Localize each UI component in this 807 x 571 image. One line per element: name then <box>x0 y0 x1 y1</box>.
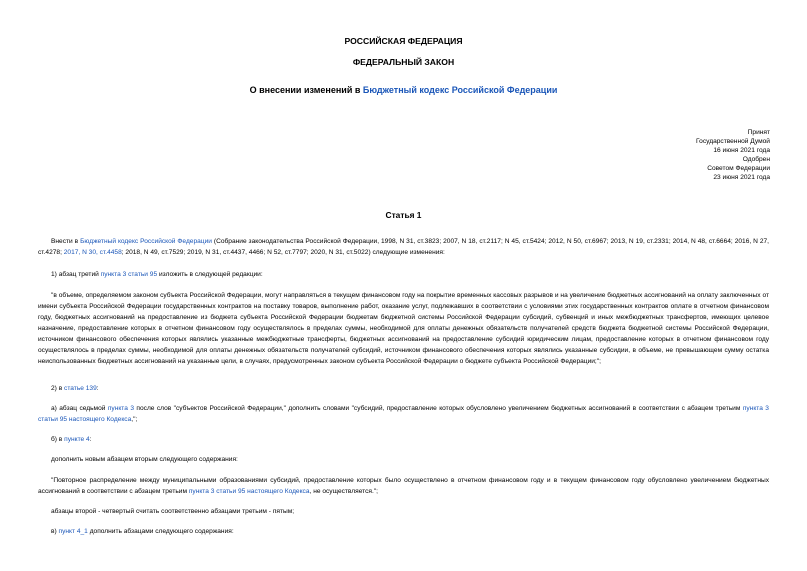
text-span: 1) абзац третий <box>51 271 101 278</box>
adoption-accepted: Принят <box>747 129 770 136</box>
law-title <box>0 85 807 95</box>
law-title-prefix: О внесении изменений в <box>249 85 363 95</box>
text-span: , не осуществляется."; <box>309 488 378 495</box>
budget-code-link-2[interactable]: Бюджетный кодекс Российской Федерации <box>80 238 212 245</box>
text-span: ,"; <box>131 416 138 423</box>
source-2017-link[interactable]: 2017, N 30, ст.4458 <box>63 249 122 256</box>
paragraph-item-b <box>38 434 769 445</box>
paragraph-quote-1: "в объеме, определяемом законом субъекта Российской Федерации, могут направляться в текущем финансовом году на покрытие временных кассовых разрывов и на увеличение бюджетных ассигнований на оплату заключенных от имени субъекта Российской Федерации государственных контрактов на поставку товаров, выполнение работ, оказание услуг, подлежавших в соответствии с условиями этих государственных контрактов оплате в отчетном финансовом году, бюджетных ассигнований на предоставление из бюджета субъекта Российской Федерации бюджетам бюджетной системы Российской Федерации субсидий, субвенций и иных межбюджетных трансфертов, имеющих целевое назначение, предоставление которых в отчетном финансовом году осуществлялось в пределах суммы, необходимой для оплаты денежных обязательств получателей средств бюджета бюджетной системы Российской Федерации, источником финансового обеспечения которых являлись указанные межбюджетные трансферты, бюджетных ассигнований на предоставление субсидий юридическим лицам, предоставление которых в отчетном финансовом году осуществлялось в пределах суммы, необходимой для оплаты денежных обязательств получателей субсидий, источником финансового обеспечения которых являлись указанные субсидии, в объеме, не превышающем сумму остатка неиспользованных бюджетных ассигнований на указанные цели, в случаях, предусмотренных законом субъекта Российской Федерации о бюджете субъекта Российской Федерации;"; <box>38 292 769 365</box>
text-span: Внести в <box>51 238 81 245</box>
paragraph-add-paragraph: дополнить новым абзацем вторым следующего содержания: <box>51 456 238 463</box>
text-span: дополнить абзацами следующего содержания: <box>87 528 234 535</box>
paragraph-item-2 <box>38 383 769 394</box>
point-4-1-link[interactable]: пункт 4_1 <box>58 528 88 535</box>
budget-code-link[interactable]: Бюджетный кодекс Российской Федерации <box>362 85 558 95</box>
article-95-code-link[interactable]: пункта 3 статьи 95 настоящего Кодекса <box>38 405 769 423</box>
paragraph-renumber: абзацы второй - четвертый считать соответственно абзацами третьим - пятым; <box>51 508 295 515</box>
article-95-link[interactable]: пункта 3 статьи 95 <box>100 271 158 278</box>
adoption-council: Советом Федерации <box>707 165 770 172</box>
paragraph-item-v <box>38 526 769 537</box>
adoption-duma-date: 16 июня 2021 года <box>713 147 770 154</box>
article-139-link[interactable]: статье 139 <box>64 385 97 392</box>
article-title: Статья 1 <box>385 210 422 220</box>
text-span: в) <box>51 528 59 535</box>
adoption-approved: Одобрен <box>742 156 770 163</box>
adoption-council-date: 23 июня 2021 года <box>713 174 770 181</box>
text-span: "Повторное распределение между муниципальными образованиями субсидий, предоставление которых было осуществлено в отчетном финансовом году и в текущем финансовом году обусловлено увеличением бюджетных ассигнований в соответствии с абзацем третьим <box>38 477 769 495</box>
adoption-block <box>696 128 770 182</box>
text-span: (Собрание законодательства Российской Федерации, 1998, N 31, ст.3823; 2007, N 18, ст.2117; N 45, ст.5424; 2012, N 50, ст.6967; 2013, N 19, ст.2331; 2014, N 48, ст.6664; 2016, N 27, ст.4278; <box>38 238 769 256</box>
paragraph-item-1 <box>38 269 769 280</box>
country-heading: РОССИЙСКАЯ ФЕДЕРАЦИЯ <box>344 36 463 46</box>
text-span: после слов "субъектов Российской Федерации," дополнить словами "субсидий, предоставление которых обусловлено увеличением бюджетных ассигнований в соответствии с абзацем третьим <box>134 405 743 412</box>
text-span: 2) в <box>51 385 65 392</box>
text-span: ; 2018, N 49, ст.7529; 2019, N 31, ст.4437, 4466; N 52, ст.7797; 2020, N 31, ст.5022) следующие изменения: <box>121 249 445 256</box>
paragraph-item-a <box>38 403 769 425</box>
text-span: а) абзац седьмой <box>51 405 108 412</box>
text-span: : <box>89 436 92 443</box>
paragraph-quote-2 <box>38 475 769 497</box>
article-95-code-link-2[interactable]: пункта 3 статьи 95 настоящего Кодекса <box>188 488 310 495</box>
text-span: б) в <box>51 436 65 443</box>
law-type-heading: ФЕДЕРАЛЬНЫЙ ЗАКОН <box>352 57 455 67</box>
adoption-duma: Государственной Думой <box>696 138 770 145</box>
text-span: изложить в следующей редакции: <box>157 271 263 278</box>
paragraph-intro <box>38 236 769 258</box>
point-3-link[interactable]: пункта 3 <box>107 405 134 412</box>
point-4-link[interactable]: пункте 4 <box>64 436 90 443</box>
text-span: : <box>96 385 99 392</box>
